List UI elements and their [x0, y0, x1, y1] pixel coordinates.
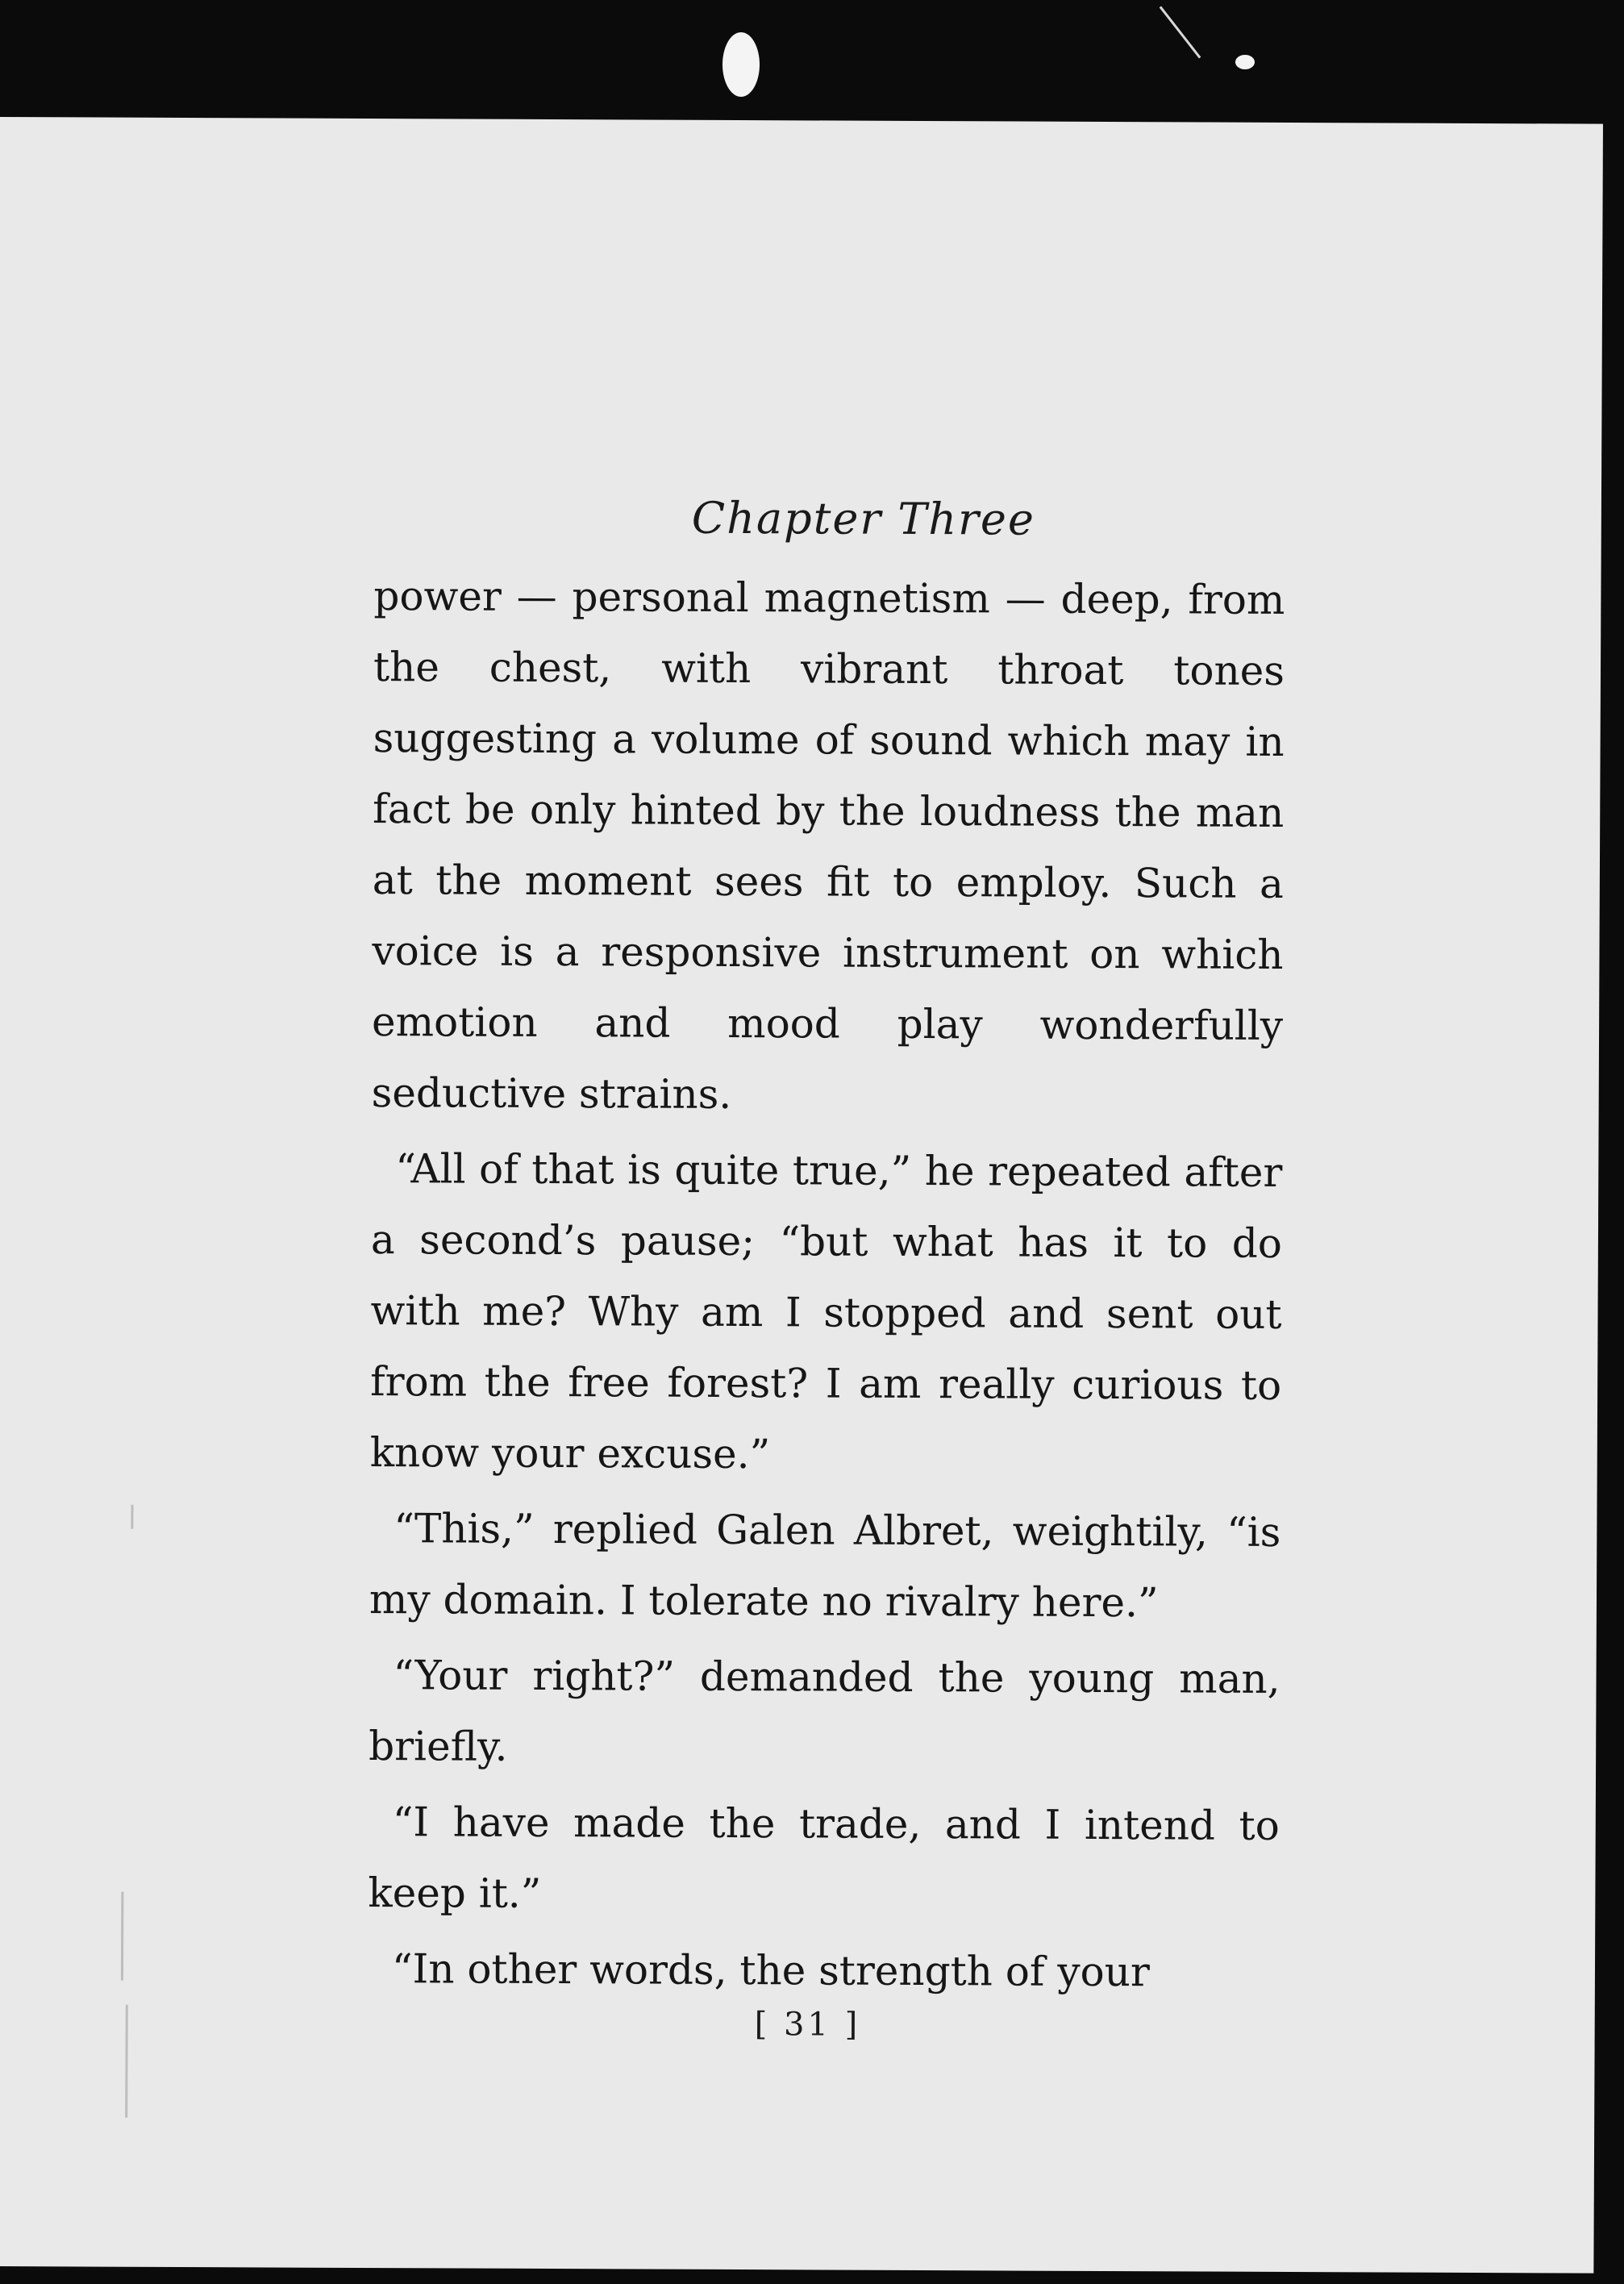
paragraph-1: power — personal magnetism — deep, from the chest, with vibrant throat tones suggesting a volume of sound which may in fact be only hinted by the loudness the man at the moment sees fit to employ. Such a voice is a responsive instrument on which emotion and mood play wonderfully seductive strains. — [371, 573, 1285, 1118]
paragraph-2: “All of that is quite true,” he repeated after a second’s pause; “but what has it to do with me? Why am I stopped and sent out from the free forest? I am really curious to know your excuse.” — [369, 1145, 1283, 1478]
paragraph-5: “I have made the trade, and I intend to keep it.” — [368, 1798, 1280, 1917]
scan-scratch-line — [1160, 6, 1201, 59]
scan-dust-speck — [1235, 55, 1255, 69]
page-number: [ 31 ] — [754, 2006, 861, 2044]
margin-smudge — [131, 1505, 133, 1529]
scan-dust-speck — [722, 32, 760, 97]
running-header: Chapter Three — [691, 492, 1036, 545]
paragraph-3: “This,” replied Galen Albret, weightily, “is my domain. I tolerate no rivalry here.” — [369, 1505, 1281, 1627]
paragraph-4: “Your right?” demanded the young man, briefly. — [369, 1652, 1280, 1770]
book-page — [0, 117, 1603, 2274]
body-text — [368, 561, 1285, 2008]
margin-smudge — [125, 2005, 128, 2118]
margin-smudge — [121, 1892, 123, 1981]
paragraph-6: “In other words, the strength of your — [391, 1945, 1150, 1996]
